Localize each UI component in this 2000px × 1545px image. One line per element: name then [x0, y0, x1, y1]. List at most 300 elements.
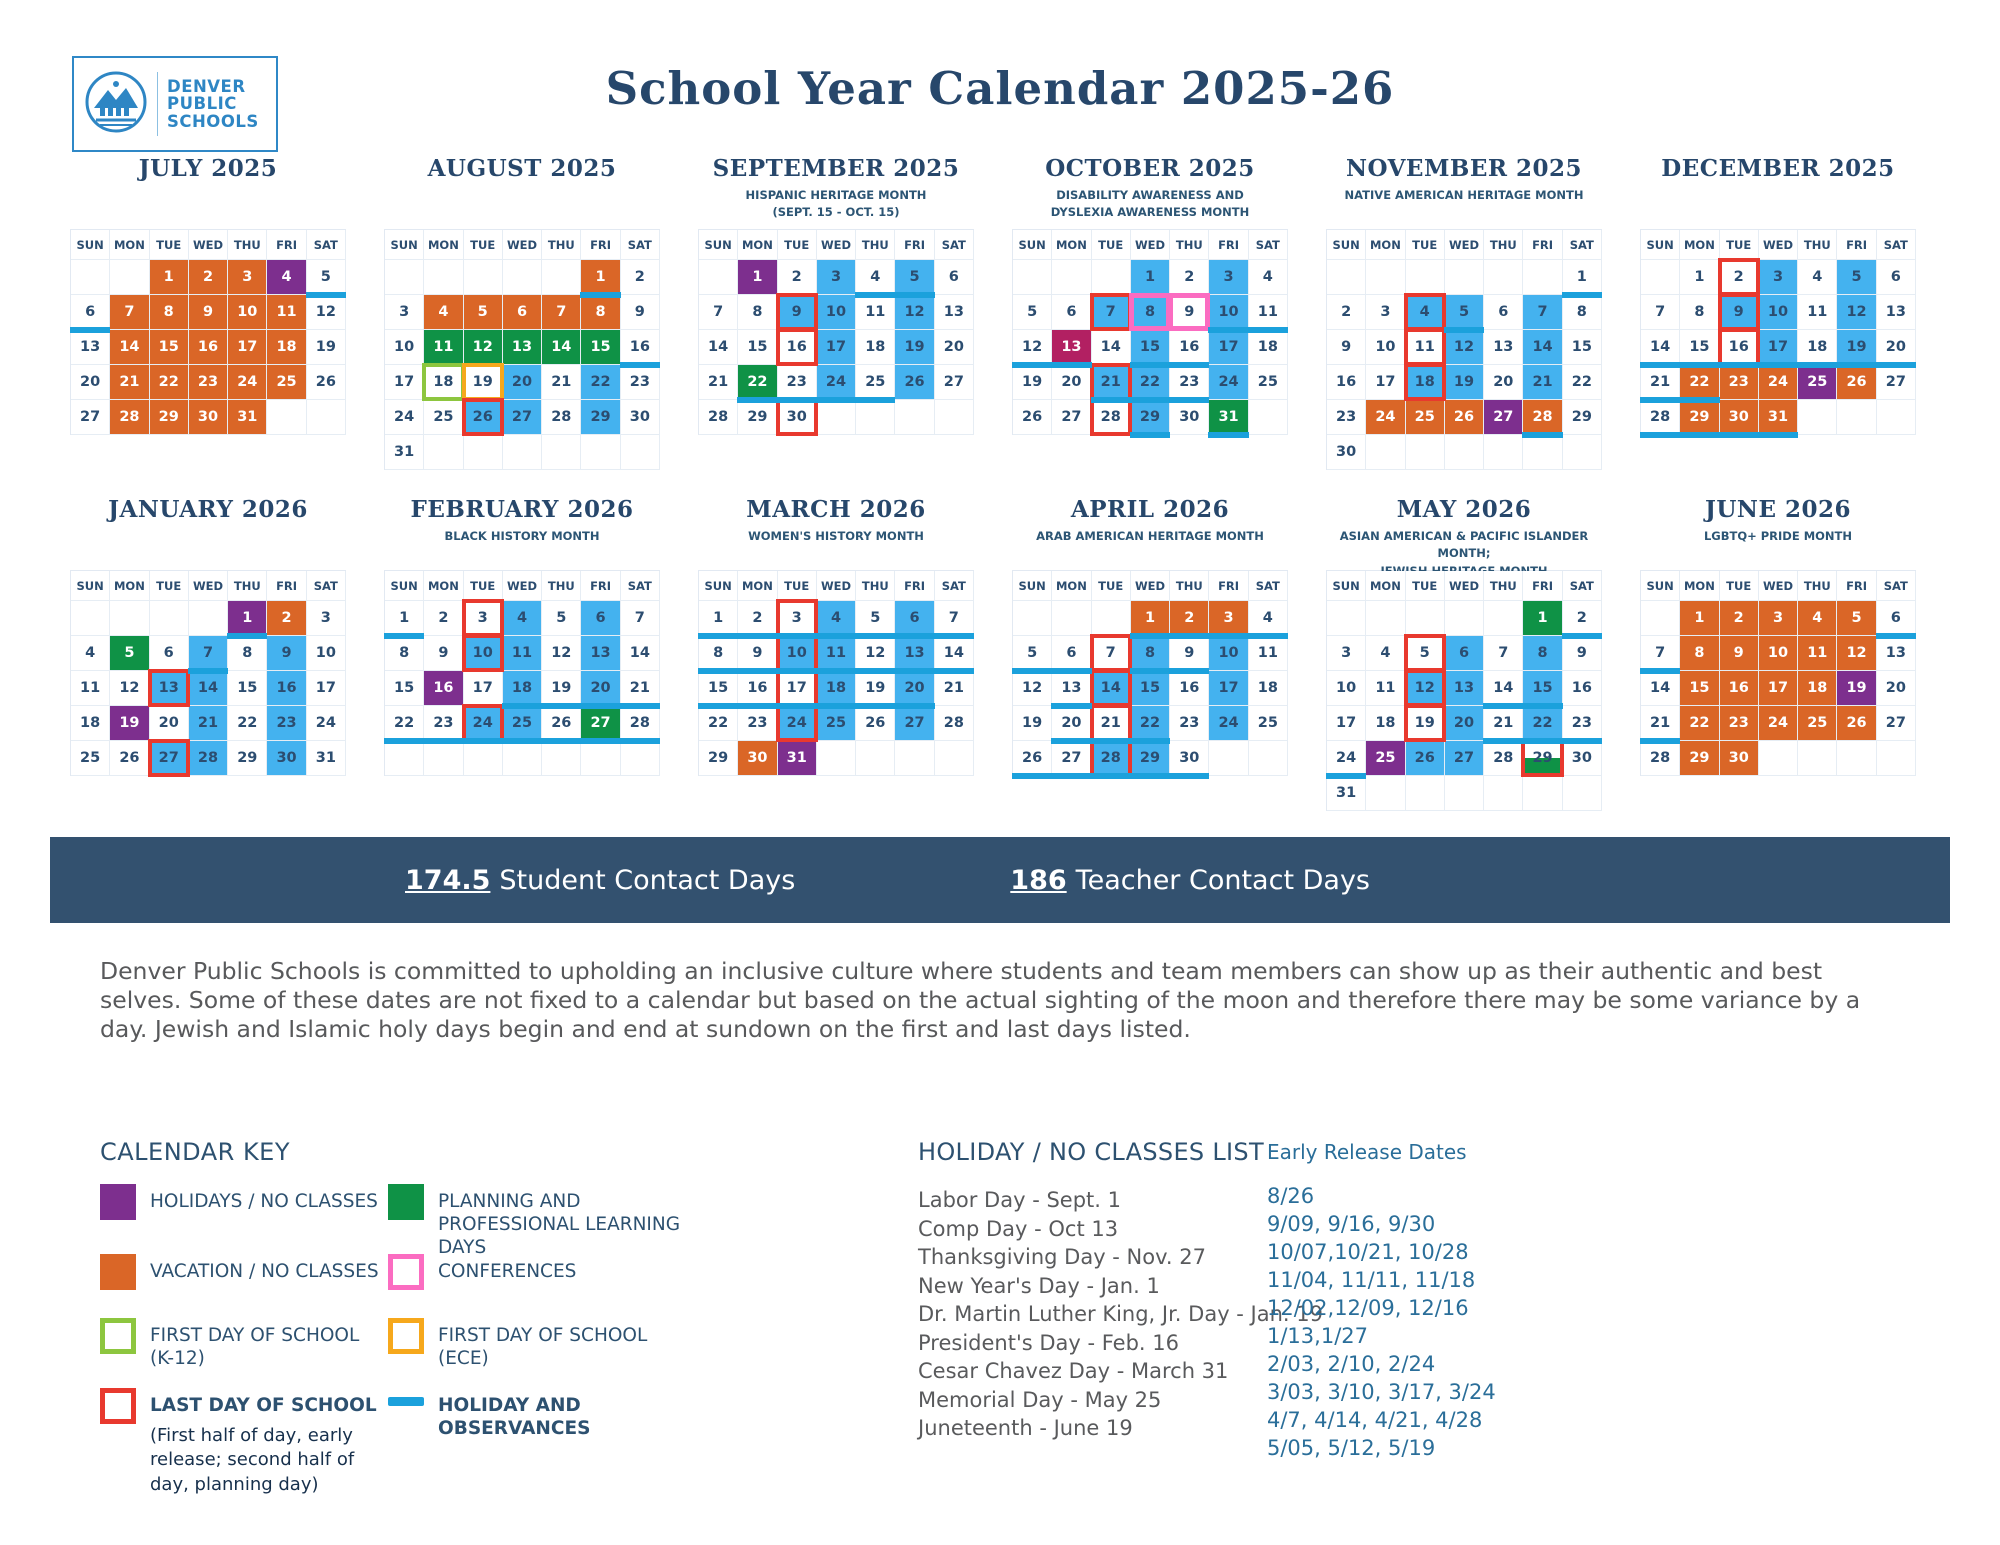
day-cell: 20 — [1877, 330, 1916, 365]
day-cell: 14 — [189, 671, 228, 706]
key-item-sublabel: (First half of day, early release; second half of day, planning day) — [150, 1425, 355, 1495]
early-release-line: 5/05, 5/12, 5/19 — [1267, 1436, 1436, 1460]
day-cell: 29 — [699, 741, 738, 776]
weekday-label: MON — [110, 571, 149, 601]
logo-line-3: SCHOOLS — [167, 111, 259, 131]
day-cell: 27 — [503, 400, 542, 435]
day-cell — [1484, 776, 1523, 811]
day-cell: 26 — [1013, 741, 1052, 776]
day-cell: 26 — [464, 400, 503, 435]
weekday-label: WED — [1759, 571, 1798, 601]
day-cell: 20 — [1877, 671, 1916, 706]
day-cell: 2 — [1170, 601, 1209, 636]
day-cell: 25 — [424, 400, 463, 435]
day-cell: 12 — [307, 295, 346, 330]
day-cell — [464, 435, 503, 470]
day-cell: 13 — [1052, 330, 1091, 365]
day-cell: 15 — [1131, 330, 1170, 365]
logo-divider — [157, 72, 158, 136]
day-cell: 4 — [424, 295, 463, 330]
key-item-label: FIRST DAY OF SCHOOL (ECE) — [438, 1325, 648, 1370]
day-cell: 8 — [1131, 295, 1170, 330]
day-cell: 8 — [385, 636, 424, 671]
day-cell: 26 — [1406, 741, 1445, 776]
day-cell: 7 — [542, 295, 581, 330]
day-cell: 29 — [150, 400, 189, 435]
early-release-line: 12/02,12/09, 12/16 — [1267, 1296, 1469, 1320]
weekday-label: FRI — [1837, 571, 1876, 601]
teacher-contact-days — [1010, 865, 1370, 896]
holiday-list-item: Labor Day - Sept. 1 — [918, 1188, 1121, 1212]
day-cell: 1 — [1563, 260, 1602, 295]
day-cell: 30 — [778, 400, 817, 435]
month-subtitle: HISPANIC HERITAGE MONTH (SEPT. 15 - OCT. 15) — [745, 188, 927, 220]
day-cell: 13 — [1484, 330, 1523, 365]
day-cell — [1563, 776, 1602, 811]
day-cell — [1877, 741, 1916, 776]
day-cell: 7 — [935, 601, 974, 636]
day-cell: 17 — [817, 330, 856, 365]
weekday-label: THU — [228, 230, 267, 260]
early-release-line: 2/03, 2/10, 2/24 — [1267, 1352, 1436, 1376]
month-subtitle: NATIVE AMERICAN HERITAGE MONTH — [1344, 188, 1584, 202]
weekday-label: SUN — [385, 230, 424, 260]
day-cell: 16 — [1720, 330, 1759, 365]
holiday-list-items — [918, 1186, 1323, 1443]
month-grid — [1012, 570, 1288, 776]
weekday-label: SUN — [699, 230, 738, 260]
month-title: JANUARY 2026 — [108, 496, 308, 523]
day-cell: 20 — [895, 671, 934, 706]
day-cell: 3 — [228, 260, 267, 295]
weekday-label: SAT — [621, 230, 660, 260]
weekday-label: WED — [1131, 230, 1170, 260]
day-cell — [307, 400, 346, 435]
day-cell: 25 — [1249, 365, 1288, 400]
weekday-label: TUE — [1720, 571, 1759, 601]
day-cell: 27 — [71, 400, 110, 435]
holiday-list-item: Comp Day - Oct 13 — [918, 1216, 1119, 1241]
day-cell: 20 — [71, 365, 110, 400]
day-cell: 31 — [1327, 776, 1366, 811]
day-cell: 13 — [71, 330, 110, 365]
month-subtitle — [70, 187, 346, 229]
weekday-label: MON — [1680, 571, 1719, 601]
month-april-2026 — [1012, 496, 1288, 811]
day-cell — [110, 601, 149, 636]
day-cell: 30 — [1327, 435, 1366, 470]
early-release-line: 8/26 — [1267, 1184, 1315, 1208]
day-cell: 11 — [1406, 330, 1445, 365]
day-cell: 5 — [1837, 601, 1876, 636]
day-cell: 9 — [189, 295, 228, 330]
day-cell: 7 — [110, 295, 149, 330]
day-cell: 29 — [228, 741, 267, 776]
weekday-label: SUN — [71, 230, 110, 260]
day-cell — [699, 260, 738, 295]
day-cell: 12 — [110, 671, 149, 706]
weekday-label: SAT — [621, 571, 660, 601]
day-cell — [1837, 741, 1876, 776]
day-cell: 19 — [542, 671, 581, 706]
day-cell: 19 — [1837, 330, 1876, 365]
day-cell: 2 — [1563, 601, 1602, 636]
day-cell: 6 — [1877, 260, 1916, 295]
day-cell: 9 — [1563, 636, 1602, 671]
month-grid — [698, 570, 974, 776]
day-cell: 14 — [1484, 671, 1523, 706]
day-cell: 19 — [110, 706, 149, 741]
day-cell: 4 — [1366, 636, 1405, 671]
day-cell — [935, 741, 974, 776]
day-cell: 30 — [1563, 741, 1602, 776]
day-cell: 28 — [1641, 741, 1680, 776]
day-cell — [424, 435, 463, 470]
weekday-label: WED — [1759, 230, 1798, 260]
day-cell: 9 — [778, 295, 817, 330]
key-item-label: HOLIDAY AND OBSERVANCES — [438, 1395, 591, 1440]
month-grid — [1640, 570, 1916, 776]
day-cell: 25 — [817, 706, 856, 741]
day-cell — [1366, 260, 1405, 295]
day-cell: 24 — [778, 706, 817, 741]
day-cell: 22 — [581, 365, 620, 400]
day-cell: 25 — [71, 741, 110, 776]
months-row-2 — [0, 496, 2000, 811]
day-cell: 17 — [464, 671, 503, 706]
month-subtitle: WOMEN'S HISTORY MONTH — [748, 529, 924, 543]
day-cell: 10 — [1759, 295, 1798, 330]
day-cell: 17 — [228, 330, 267, 365]
day-cell: 13 — [1052, 671, 1091, 706]
day-cell — [1366, 776, 1405, 811]
day-cell — [1092, 260, 1131, 295]
day-cell — [1209, 741, 1248, 776]
day-cell: 23 — [1327, 400, 1366, 435]
day-cell: 17 — [1209, 330, 1248, 365]
day-cell: 9 — [1720, 636, 1759, 671]
day-cell — [189, 601, 228, 636]
day-cell — [856, 741, 895, 776]
day-cell: 16 — [778, 330, 817, 365]
day-cell: 18 — [267, 330, 306, 365]
day-cell: 4 — [817, 601, 856, 636]
day-cell — [1484, 435, 1523, 470]
weekday-label: SUN — [1641, 571, 1680, 601]
day-cell: 12 — [856, 636, 895, 671]
day-cell: 24 — [307, 706, 346, 741]
weekday-label: WED — [503, 230, 542, 260]
day-cell: 11 — [1366, 671, 1405, 706]
day-cell: 20 — [935, 330, 974, 365]
day-cell — [621, 435, 660, 470]
weekday-label: SUN — [71, 571, 110, 601]
day-cell — [424, 741, 463, 776]
key-item-label: HOLIDAYS / NO CLASSES — [150, 1191, 378, 1212]
day-cell: 15 — [228, 671, 267, 706]
day-cell: 9 — [621, 295, 660, 330]
weekday-label: THU — [1798, 571, 1837, 601]
early-release-line: 10/07,10/21, 10/28 — [1267, 1240, 1469, 1264]
day-cell: 23 — [738, 706, 777, 741]
day-cell: 16 — [1563, 671, 1602, 706]
day-cell: 7 — [189, 636, 228, 671]
month-subtitle: DISABILITY AWARENESS AND DYSLEXIA AWARENESS MONTH — [1050, 188, 1250, 220]
day-cell: 10 — [228, 295, 267, 330]
day-cell: 8 — [699, 636, 738, 671]
green-fill-swatch-icon — [388, 1184, 424, 1220]
day-cell — [621, 741, 660, 776]
day-cell: 28 — [542, 400, 581, 435]
day-cell: 20 — [1445, 706, 1484, 741]
weekday-label: THU — [1484, 571, 1523, 601]
day-cell: 28 — [1641, 400, 1680, 435]
day-cell: 20 — [503, 365, 542, 400]
day-cell: 17 — [778, 671, 817, 706]
day-cell: 13 — [1445, 671, 1484, 706]
weekday-label: SUN — [1327, 571, 1366, 601]
day-cell: 20 — [1052, 706, 1091, 741]
day-cell — [935, 400, 974, 435]
weekday-label: SAT — [1563, 571, 1602, 601]
day-cell: 13 — [581, 636, 620, 671]
day-cell: 3 — [1759, 260, 1798, 295]
weekday-label: SUN — [1013, 571, 1052, 601]
day-cell — [1406, 601, 1445, 636]
day-cell: 1 — [581, 260, 620, 295]
day-cell — [1406, 260, 1445, 295]
weekday-label: TUE — [1092, 571, 1131, 601]
purple-fill-swatch-icon — [100, 1184, 136, 1220]
day-cell: 11 — [1798, 295, 1837, 330]
day-cell: 17 — [1759, 671, 1798, 706]
student-contact-days-label: Student Contact Days — [499, 864, 796, 896]
day-cell: 27 — [1484, 400, 1523, 435]
day-cell: 17 — [1209, 671, 1248, 706]
month-title: MARCH 2026 — [746, 496, 926, 523]
day-cell: 15 — [1523, 671, 1562, 706]
month-may-2026 — [1326, 496, 1602, 811]
day-cell: 12 — [464, 330, 503, 365]
day-cell: 26 — [856, 706, 895, 741]
weekday-label: TUE — [464, 571, 503, 601]
key-item-label: PLANNING AND PROFESSIONAL LEARNING DAYS — [438, 1191, 681, 1259]
month-august-2025 — [384, 155, 660, 470]
month-grid — [384, 570, 660, 776]
day-cell: 23 — [621, 365, 660, 400]
day-cell: 23 — [778, 365, 817, 400]
weekday-label: TUE — [1720, 230, 1759, 260]
day-cell: 28 — [1484, 741, 1523, 776]
day-cell: 30 — [1170, 741, 1209, 776]
day-cell: 4 — [1249, 260, 1288, 295]
calendar-key-heading: CALENDAR KEY — [100, 1138, 291, 1166]
day-cell: 17 — [307, 671, 346, 706]
day-cell: 14 — [1523, 330, 1562, 365]
day-cell: 22 — [1523, 706, 1562, 741]
month-grid — [70, 229, 346, 435]
day-cell: 14 — [110, 330, 149, 365]
day-cell: 9 — [1327, 330, 1366, 365]
day-cell: 15 — [699, 671, 738, 706]
day-cell: 17 — [1759, 330, 1798, 365]
weekday-label: TUE — [1406, 571, 1445, 601]
lime-outline-swatch-icon — [100, 1318, 136, 1354]
day-cell: 31 — [778, 741, 817, 776]
day-cell — [1445, 260, 1484, 295]
day-cell — [1092, 601, 1131, 636]
day-cell: 21 — [1641, 706, 1680, 741]
day-cell: 22 — [1131, 365, 1170, 400]
day-cell: 16 — [1170, 671, 1209, 706]
day-cell: 23 — [189, 365, 228, 400]
day-cell: 8 — [581, 295, 620, 330]
day-cell: 18 — [856, 330, 895, 365]
day-cell: 23 — [1563, 706, 1602, 741]
day-cell: 24 — [817, 365, 856, 400]
day-cell: 5 — [542, 601, 581, 636]
weekday-label: WED — [1445, 571, 1484, 601]
day-cell — [267, 400, 306, 435]
day-cell: 4 — [71, 636, 110, 671]
day-cell: 12 — [895, 295, 934, 330]
day-cell: 18 — [1798, 671, 1837, 706]
month-title: FEBRUARY 2026 — [410, 496, 634, 523]
day-cell: 24 — [1209, 365, 1248, 400]
day-cell: 4 — [1249, 601, 1288, 636]
month-grid — [384, 229, 660, 470]
weekday-label: THU — [1170, 571, 1209, 601]
day-cell: 22 — [228, 706, 267, 741]
day-cell: 11 — [856, 295, 895, 330]
weekday-label: TUE — [150, 230, 189, 260]
day-cell: 25 — [1249, 706, 1288, 741]
day-cell — [1445, 435, 1484, 470]
weekday-label: WED — [1445, 230, 1484, 260]
day-cell: 7 — [1641, 636, 1680, 671]
day-cell: 1 — [1131, 260, 1170, 295]
day-cell: 18 — [1406, 365, 1445, 400]
day-cell — [1837, 400, 1876, 435]
month-january-2026 — [70, 496, 346, 811]
day-cell: 17 — [385, 365, 424, 400]
day-cell: 3 — [385, 295, 424, 330]
day-cell: 24 — [385, 400, 424, 435]
day-cell — [1327, 260, 1366, 295]
day-cell — [150, 601, 189, 636]
early-release-list — [1267, 1140, 1496, 1462]
day-cell: 16 — [424, 671, 463, 706]
day-cell: 12 — [1406, 671, 1445, 706]
month-title: SEPTEMBER 2025 — [712, 155, 960, 182]
day-cell: 26 — [895, 365, 934, 400]
day-cell: 24 — [1327, 741, 1366, 776]
day-cell: 30 — [1170, 400, 1209, 435]
day-cell: 19 — [1406, 706, 1445, 741]
weekday-label: THU — [856, 571, 895, 601]
day-cell — [1641, 260, 1680, 295]
weekday-label: THU — [228, 571, 267, 601]
day-cell — [856, 400, 895, 435]
logo-text — [167, 78, 259, 130]
day-cell: 1 — [1680, 601, 1719, 636]
day-cell — [110, 260, 149, 295]
day-cell: 5 — [307, 260, 346, 295]
day-cell — [1013, 260, 1052, 295]
day-cell: 9 — [424, 636, 463, 671]
day-cell: 27 — [1877, 706, 1916, 741]
weekday-label: SUN — [1327, 230, 1366, 260]
day-cell: 3 — [1327, 636, 1366, 671]
month-grid — [698, 229, 974, 435]
month-title: OCTOBER 2025 — [1045, 155, 1255, 182]
day-cell — [464, 260, 503, 295]
key-item-holidays-no-classes — [100, 1184, 388, 1254]
weekday-label: MON — [424, 230, 463, 260]
day-cell: 29 — [1563, 400, 1602, 435]
teacher-contact-days-label: Teacher Contact Days — [1075, 864, 1370, 896]
day-cell — [542, 741, 581, 776]
day-cell: 5 — [1406, 636, 1445, 671]
day-cell: 22 — [1131, 706, 1170, 741]
day-cell: 18 — [1798, 330, 1837, 365]
logo-line-2: PUBLIC — [167, 94, 237, 114]
day-cell: 4 — [1406, 295, 1445, 330]
early-release-line: 1/13,1/27 — [1267, 1324, 1368, 1348]
day-cell: 3 — [817, 260, 856, 295]
day-cell: 3 — [307, 601, 346, 636]
day-cell — [1052, 260, 1091, 295]
holiday-list-item: Memorial Day - May 25 — [918, 1387, 1162, 1412]
day-cell: 16 — [738, 671, 777, 706]
day-cell: 21 — [1523, 365, 1562, 400]
weekday-label: MON — [424, 571, 463, 601]
weekday-label: SAT — [935, 230, 974, 260]
day-cell — [1523, 435, 1562, 470]
day-cell — [1523, 260, 1562, 295]
day-cell: 29 — [1131, 741, 1170, 776]
calendar-key — [100, 1184, 718, 1497]
key-item-conferences — [388, 1254, 718, 1318]
weekday-label: FRI — [1837, 230, 1876, 260]
weekday-label: WED — [817, 571, 856, 601]
day-cell: 7 — [1092, 295, 1131, 330]
day-cell: 24 — [1759, 365, 1798, 400]
weekday-label: FRI — [581, 230, 620, 260]
day-cell: 2 — [267, 601, 306, 636]
day-cell: 14 — [542, 330, 581, 365]
day-cell: 8 — [1680, 636, 1719, 671]
day-cell: 18 — [503, 671, 542, 706]
day-cell: 23 — [424, 706, 463, 741]
month-title: AUGUST 2025 — [427, 155, 617, 182]
day-cell: 22 — [1680, 365, 1719, 400]
month-subtitle: ARAB AMERICAN HERITAGE MONTH — [1036, 529, 1264, 543]
day-cell — [1798, 400, 1837, 435]
day-cell: 30 — [189, 400, 228, 435]
weekday-label: THU — [1798, 230, 1837, 260]
day-cell: 3 — [1209, 601, 1248, 636]
weekday-label: MON — [1052, 571, 1091, 601]
early-release-line: 3/03, 3/10, 3/17, 3/24 — [1267, 1380, 1496, 1404]
weekday-label: SAT — [1249, 230, 1288, 260]
inclusivity-disclaimer: Denver Public Schools is committed to upholding an inclusive culture where students and team members can show up as their authentic and best selves. Some of these dates are not fixed to a calendar but based on the actual sighting of the moon and therefore there may be some variance by a day. Jewish and Islamic holy days begin and end at sundown on the first and last days listed. — [100, 957, 1861, 1043]
day-cell: 14 — [935, 636, 974, 671]
day-cell: 27 — [895, 706, 934, 741]
month-subtitle — [70, 528, 346, 570]
day-cell: 21 — [935, 671, 974, 706]
day-cell: 10 — [1327, 671, 1366, 706]
